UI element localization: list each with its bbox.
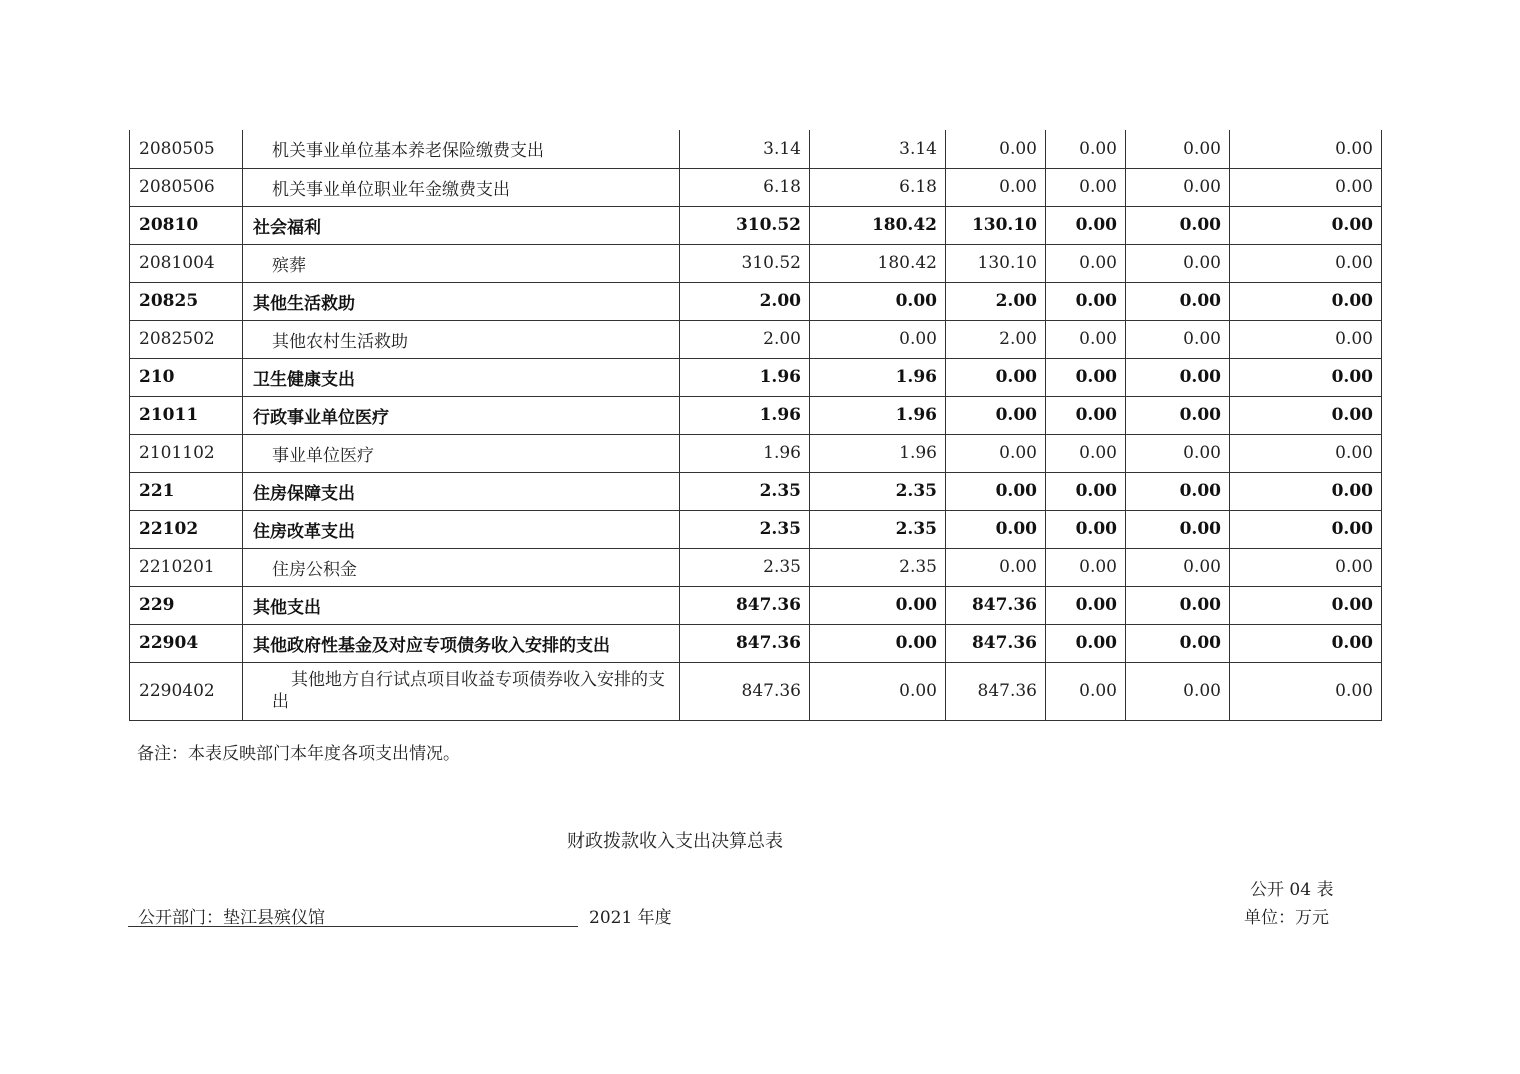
subject-code-cell: 229 (130, 586, 243, 624)
amount-cell-c6: 0.00 (1230, 548, 1382, 586)
amount-cell-c2: 0.00 (810, 586, 946, 624)
amount-cell-c2: 3.14 (810, 130, 946, 168)
amount-cell-c1: 310.52 (680, 206, 810, 244)
amount-cell-c5: 0.00 (1126, 510, 1230, 548)
amount-cell-c2: 0.00 (810, 624, 946, 662)
table-note: 备注：本表反映部门本年度各项支出情况。 (137, 744, 460, 764)
subject-name-cell: 事业单位医疗 (243, 434, 680, 472)
amount-cell-c3: 847.36 (946, 624, 1046, 662)
subject-name-cell: 其他农村生活救助 (243, 320, 680, 358)
subject-code-cell: 2101102 (130, 434, 243, 472)
amount-cell-c1: 3.14 (680, 130, 810, 168)
amount-cell-c4: 0.00 (1046, 586, 1126, 624)
amount-cell-c4: 0.00 (1046, 510, 1126, 548)
amount-cell-c3: 0.00 (946, 510, 1046, 548)
fiscal-year: 2021 年度 (589, 908, 672, 928)
subject-code-cell: 210 (130, 358, 243, 396)
table-row (130, 548, 1382, 586)
unit-label: 单位：万元 (1244, 908, 1329, 928)
table-row (130, 282, 1382, 320)
subject-code-cell: 2080506 (130, 168, 243, 206)
subject-code-cell: 21011 (130, 396, 243, 434)
subject-code-cell: 22904 (130, 624, 243, 662)
subject-code-cell: 221 (130, 472, 243, 510)
amount-cell-c6: 0.00 (1230, 472, 1382, 510)
amount-cell-c1: 2.35 (680, 548, 810, 586)
amount-cell-c2: 180.42 (810, 206, 946, 244)
table-row (130, 320, 1382, 358)
amount-cell-c5: 0.00 (1126, 244, 1230, 282)
subject-code-cell: 2082502 (130, 320, 243, 358)
subject-name-cell: 机关事业单位职业年金缴费支出 (243, 168, 680, 206)
next-table-title: 财政拨款收入支出决算总表 (567, 831, 783, 852)
table-row (130, 472, 1382, 510)
amount-cell-c3: 0.00 (946, 548, 1046, 586)
amount-cell-c2: 0.00 (810, 662, 946, 720)
subject-name-cell: 殡葬 (243, 244, 680, 282)
amount-cell-c1: 2.35 (680, 472, 810, 510)
amount-cell-c4: 0.00 (1046, 244, 1126, 282)
amount-cell-c6: 0.00 (1230, 282, 1382, 320)
subject-code-cell: 22102 (130, 510, 243, 548)
amount-cell-c1: 6.18 (680, 168, 810, 206)
amount-cell-c4: 0.00 (1046, 434, 1126, 472)
amount-cell-c6: 0.00 (1230, 624, 1382, 662)
amount-cell-c4: 0.00 (1046, 548, 1126, 586)
table-row (130, 358, 1382, 396)
expenditure-table (129, 130, 1382, 721)
subject-name-cell: 住房公积金 (243, 548, 680, 586)
amount-cell-c1: 310.52 (680, 244, 810, 282)
amount-cell-c2: 1.96 (810, 434, 946, 472)
amount-cell-c4: 0.00 (1046, 320, 1126, 358)
amount-cell-c6: 0.00 (1230, 434, 1382, 472)
amount-cell-c5: 0.00 (1126, 358, 1230, 396)
amount-cell-c3: 0.00 (946, 130, 1046, 168)
subject-name-cell: 机关事业单位基本养老保险缴费支出 (243, 130, 680, 168)
amount-cell-c1: 2.35 (680, 510, 810, 548)
amount-cell-c4: 0.00 (1046, 282, 1126, 320)
amount-cell-c4: 0.00 (1046, 358, 1126, 396)
amount-cell-c3: 847.36 (946, 662, 1046, 720)
amount-cell-c6: 0.00 (1230, 130, 1382, 168)
dept-underline (128, 901, 578, 927)
amount-cell-c2: 2.35 (810, 472, 946, 510)
amount-cell-c2: 6.18 (810, 168, 946, 206)
subject-code-cell: 2210201 (130, 548, 243, 586)
amount-cell-c1: 847.36 (680, 662, 810, 720)
amount-cell-c6: 0.00 (1230, 168, 1382, 206)
amount-cell-c5: 0.00 (1126, 662, 1230, 720)
amount-cell-c2: 180.42 (810, 244, 946, 282)
amount-cell-c3: 2.00 (946, 282, 1046, 320)
table-row (130, 662, 1382, 720)
amount-cell-c6: 0.00 (1230, 358, 1382, 396)
amount-cell-c1: 847.36 (680, 624, 810, 662)
subject-code-cell: 20825 (130, 282, 243, 320)
amount-cell-c6: 0.00 (1230, 396, 1382, 434)
amount-cell-c4: 0.00 (1046, 206, 1126, 244)
subject-name-cell: 其他支出 (243, 586, 680, 624)
amount-cell-c5: 0.00 (1126, 434, 1230, 472)
amount-cell-c1: 1.96 (680, 358, 810, 396)
amount-cell-c5: 0.00 (1126, 282, 1230, 320)
table-row (130, 510, 1382, 548)
amount-cell-c3: 2.00 (946, 320, 1046, 358)
amount-cell-c5: 0.00 (1126, 624, 1230, 662)
table-row (130, 434, 1382, 472)
amount-cell-c6: 0.00 (1230, 320, 1382, 358)
amount-cell-c5: 0.00 (1126, 396, 1230, 434)
amount-cell-c3: 130.10 (946, 244, 1046, 282)
amount-cell-c2: 1.96 (810, 358, 946, 396)
table-row (130, 168, 1382, 206)
amount-cell-c4: 0.00 (1046, 168, 1126, 206)
amount-cell-c6: 0.00 (1230, 510, 1382, 548)
amount-cell-c5: 0.00 (1126, 472, 1230, 510)
amount-cell-c3: 130.10 (946, 206, 1046, 244)
subject-code-cell: 20810 (130, 206, 243, 244)
amount-cell-c1: 1.96 (680, 396, 810, 434)
amount-cell-c5: 0.00 (1126, 206, 1230, 244)
amount-cell-c5: 0.00 (1126, 320, 1230, 358)
amount-cell-c4: 0.00 (1046, 472, 1126, 510)
subject-code-cell: 2081004 (130, 244, 243, 282)
amount-cell-c1: 847.36 (680, 586, 810, 624)
amount-cell-c4: 0.00 (1046, 624, 1126, 662)
subject-name-cell: 住房改革支出 (243, 510, 680, 548)
table-row (130, 130, 1382, 168)
subject-name-cell: 住房保障支出 (243, 472, 680, 510)
amount-cell-c6: 0.00 (1230, 662, 1382, 720)
table-row (130, 244, 1382, 282)
subject-code-cell: 2080505 (130, 130, 243, 168)
amount-cell-c2: 0.00 (810, 282, 946, 320)
subject-name-cell: 其他政府性基金及对应专项债务收入安排的支出 (243, 624, 680, 662)
amount-cell-c3: 0.00 (946, 358, 1046, 396)
amount-cell-c2: 2.35 (810, 548, 946, 586)
amount-cell-c2: 2.35 (810, 510, 946, 548)
amount-cell-c3: 0.00 (946, 168, 1046, 206)
amount-cell-c3: 0.00 (946, 472, 1046, 510)
amount-cell-c3: 0.00 (946, 396, 1046, 434)
amount-cell-c5: 0.00 (1126, 130, 1230, 168)
subject-name-cell: 社会福利 (243, 206, 680, 244)
table-row (130, 586, 1382, 624)
amount-cell-c6: 0.00 (1230, 206, 1382, 244)
department-label: 公开部门：垫江县殡仪馆 (138, 908, 325, 928)
subject-code-cell: 2290402 (130, 662, 243, 720)
subject-name-cell: 行政事业单位医疗 (243, 396, 680, 434)
amount-cell-c6: 0.00 (1230, 244, 1382, 282)
amount-cell-c3: 0.00 (946, 434, 1046, 472)
table-row (130, 206, 1382, 244)
amount-cell-c2: 1.96 (810, 396, 946, 434)
amount-cell-c5: 0.00 (1126, 586, 1230, 624)
table-row (130, 396, 1382, 434)
amount-cell-c1: 1.96 (680, 434, 810, 472)
subject-name-cell: 其他地方自行试点项目收益专项债券收入安排的支出 (243, 662, 680, 720)
table-body (130, 130, 1382, 720)
amount-cell-c4: 0.00 (1046, 130, 1126, 168)
subject-name-cell: 其他生活救助 (243, 282, 680, 320)
amount-cell-c3: 847.36 (946, 586, 1046, 624)
form-number: 公开 04 表 (1250, 880, 1334, 900)
amount-cell-c5: 0.00 (1126, 168, 1230, 206)
amount-cell-c1: 2.00 (680, 282, 810, 320)
amount-cell-c1: 2.00 (680, 320, 810, 358)
table-row (130, 624, 1382, 662)
amount-cell-c5: 0.00 (1126, 548, 1230, 586)
amount-cell-c4: 0.00 (1046, 396, 1126, 434)
subject-name-cell: 卫生健康支出 (243, 358, 680, 396)
amount-cell-c4: 0.00 (1046, 662, 1126, 720)
amount-cell-c2: 0.00 (810, 320, 946, 358)
amount-cell-c6: 0.00 (1230, 586, 1382, 624)
